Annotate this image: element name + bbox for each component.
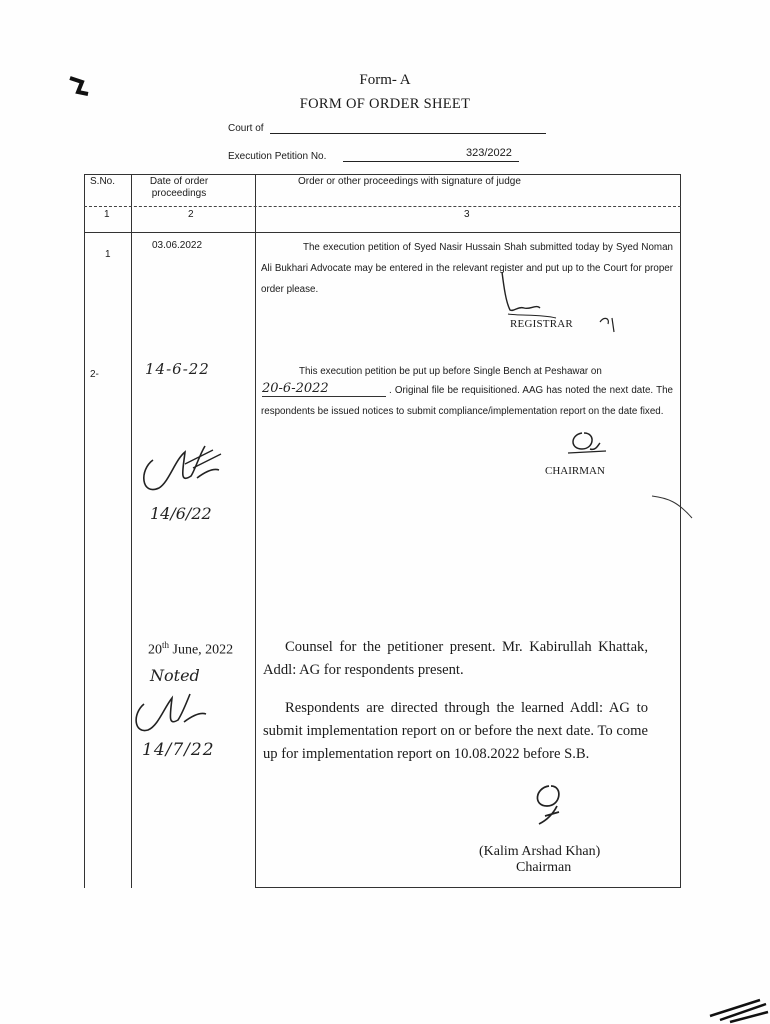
petition-label: Execution Petition No. [228, 151, 327, 162]
entry-3-date-suffix: th [162, 640, 170, 650]
entry-2-text-intro: This execution petition be put up before Single Bench at Peshawar on [299, 366, 602, 377]
entry-3-paragraph-2: Respondents are directed through the learned Addl: AG to submit implementation report on or before the next date. To come up for implementation report on 10.08.2022 before S.B. [263, 700, 648, 762]
table-left-border [84, 174, 85, 888]
entry-3-margin-noted: Noted [150, 666, 200, 685]
column-divider-1 [131, 174, 132, 888]
table-top-border [84, 174, 681, 175]
entry-3-date-day: 20 [148, 642, 162, 658]
entry-2-text: . Original file be requisitioned. AAG has noted the next date. The respondents be issued notices to submit compliance/implementation report on the date fixed. [261, 385, 673, 417]
column-header-date: Date of order proceedings [149, 176, 209, 199]
entry-3-signatory-title: Chairman [516, 860, 572, 875]
column-number-2: 2 [188, 209, 194, 220]
column-number-1: 1 [104, 209, 110, 220]
entry-3-margin-date: 14/7/22 [142, 740, 215, 760]
form-title: Form- A [359, 72, 411, 88]
entry-1-date: 03.06.2022 [152, 240, 203, 251]
entry-2-sno: 2- [90, 369, 99, 380]
margin-mark-icon [648, 490, 698, 520]
column-number-3: 3 [464, 209, 470, 220]
entry-3-date-rest: June, 2022 [169, 642, 234, 658]
entry-1-text: The execution petition of Syed Nasir Hussain Shah submitted today by Syed Noman Ali Bukhari Advocate may be entered in the relevant register and put up to the Court for proper order please. [261, 242, 673, 295]
entry-2-date-filled: 20-6-2022 [262, 382, 386, 397]
entry-3-paragraph-1: Counsel for the petitioner present. Mr. Kabirullah Khattak, Addl: AG for respondents present. [263, 639, 648, 678]
chairman-initials-icon [560, 425, 620, 461]
header-row-divider [84, 206, 681, 207]
petition-underline [343, 161, 519, 162]
column-header-sno: S.No. [90, 176, 116, 187]
chairman-label: CHAIRMAN [545, 465, 605, 477]
entry-3-margin-signature-icon [130, 690, 230, 738]
entry-2-date-handwritten: 14-6-22 [145, 360, 210, 378]
court-label: Court of [228, 123, 264, 134]
petition-number: 323/2022 [466, 147, 512, 159]
corner-scan-mark-icon [700, 990, 770, 1024]
court-underline [270, 133, 546, 134]
margin-signature-icon [135, 440, 245, 500]
registrar-label: REGISTRAR [510, 318, 573, 330]
column-number-row-divider [84, 232, 681, 233]
page-title: FORM OF ORDER SHEET [299, 96, 471, 112]
entry-3-date [148, 640, 233, 659]
table-right-border [680, 174, 681, 888]
scan-mark-icon [60, 70, 100, 100]
entry-3-signatory-name: (Kalim Arshad Khan) [479, 844, 601, 859]
column-header-order: Order or other proceedings with signature of judge [298, 176, 521, 187]
table-bottom-border [255, 887, 681, 888]
entry-3-signature-icon [525, 782, 575, 832]
entry-1-sno: 1 [105, 249, 111, 260]
column-divider-2 [255, 174, 256, 888]
entry-2-margin-note: 14/6/22 [150, 504, 212, 523]
